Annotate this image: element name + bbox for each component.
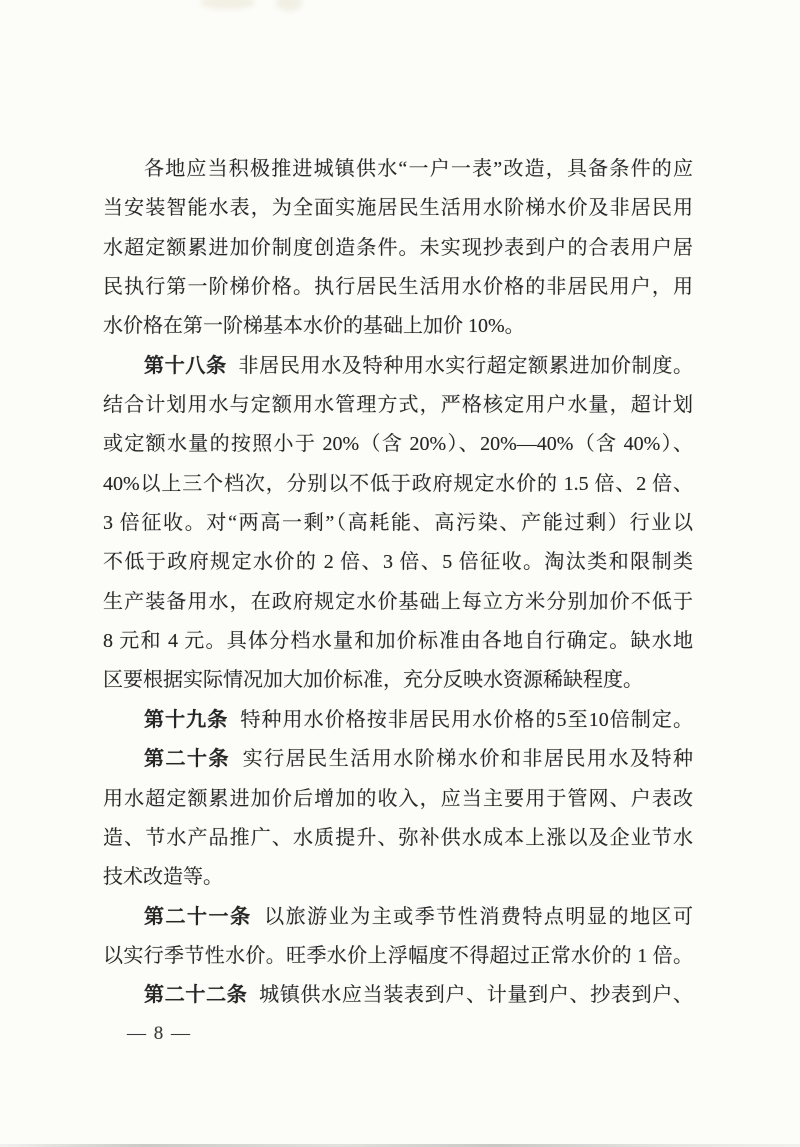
text-line: 第十八条 非居民用水及特种用水实行超定额累进加价制度。 <box>144 354 694 377</box>
article-heading: 第二十一条 <box>144 905 252 928</box>
text-line: 以实行季节性水价。旺季水价上浮幅度不得超过正常水价的 1 倍。 <box>103 944 693 967</box>
article-heading: 第十八条 <box>144 354 227 377</box>
text-line: 3 倍征收。对“两高一剩”（高耗能、高污染、产能过剩）行业以 <box>103 512 693 535</box>
paragraph <box>103 976 693 1015</box>
text-line: 第十九条 特种用水价格按非居民用水价格的5至10倍制定。 <box>144 708 694 731</box>
text-line: 用水超定额累进加价后增加的收入，应当主要用于管网、户表改 <box>103 787 693 810</box>
article-heading: 第二十二条 <box>144 984 248 1007</box>
paragraph <box>103 740 693 897</box>
text-line: 民执行第一阶梯价格。执行居民生活用水价格的非居民用户，用 <box>103 276 693 299</box>
paragraph <box>103 347 693 701</box>
text-line: 第二十条 实行居民生活用水阶梯水价和非居民用水及特种 <box>144 748 694 771</box>
document-body <box>103 150 693 1016</box>
text-line: 40%以上三个档次，分别以不低于政府规定水价的 1.5 倍、2 倍、 <box>103 472 693 495</box>
text-line: 区要根据实际情况加大加价标准，充分反映水资源稀缺程度。 <box>103 669 643 692</box>
text-line: 第二十二条 城镇供水应当装表到户、计量到户、抄表到户、 <box>144 984 694 1007</box>
text-line: 不低于政府规定水价的 2 倍、3 倍、5 倍征收。淘汰类和限制类 <box>103 551 693 574</box>
text-line: 水超定额累进加价制度创造条件。未实现抄表到户的合表用户居 <box>103 236 693 259</box>
text-line: 造、节水产品推广、水质提升、弥补供水成本上涨以及企业节水 <box>103 826 693 849</box>
text-line: 结合计划用水与定额用水管理方式，严格核定用户水量，超计划 <box>103 394 693 417</box>
scan-artifact-top-right <box>276 0 302 11</box>
paragraph <box>103 701 693 740</box>
article-heading: 第十九条 <box>144 708 229 731</box>
text-line: 生产装备用水，在政府规定水价基础上每立方米分别加价不低于 <box>103 590 693 613</box>
paragraph <box>103 898 693 977</box>
paragraph <box>103 150 693 347</box>
text-line: 水价格在第一阶梯基本水价的基础上加价 10%。 <box>103 315 525 338</box>
text-line: 各地应当积极推进城镇供水“一户一表”改造，具备条件的应 <box>144 158 693 180</box>
text-line: 8 元和 4 元。具体分档水量和加价标准由各地自行确定。缺水地 <box>103 630 693 653</box>
text-line: 当安装智能水表，为全面实施居民生活用水阶梯水价及非居民用 <box>103 197 693 220</box>
article-heading: 第二十条 <box>144 748 231 771</box>
text-line: 第二十一条 以旅游业为主或季节性消费特点明显的地区可 <box>144 905 694 928</box>
text-line: 或定额水量的按照小于 20%（含 20%）、20%—40%（含 40%）、 <box>103 433 693 456</box>
scan-artifact-top-left <box>200 0 255 9</box>
text-line: 技术改造等。 <box>103 866 223 889</box>
page-number: — 8 — <box>127 1023 192 1044</box>
